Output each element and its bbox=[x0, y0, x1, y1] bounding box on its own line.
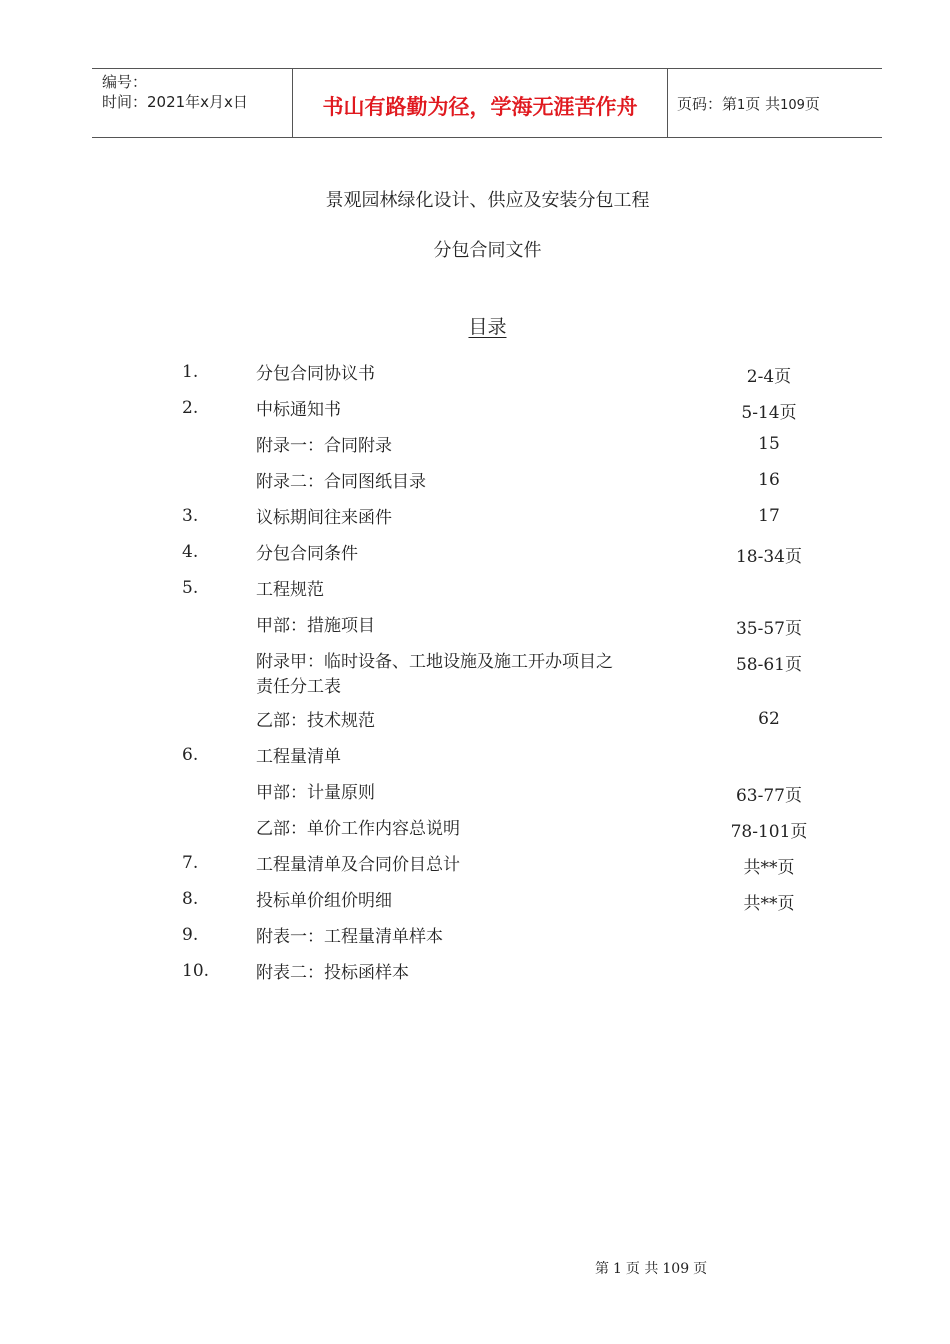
document-code-label: 编号： bbox=[102, 73, 148, 91]
document-subtitle: 分包合同文件 bbox=[433, 240, 542, 261]
toc-entry-page: 58-61页 bbox=[735, 655, 802, 675]
document-time-label: 时间：2021年x月x日 bbox=[102, 93, 248, 111]
toc-entry-number: 4. bbox=[182, 542, 199, 562]
toc-entry-text: 乙部：单价工作内容总说明 bbox=[256, 819, 460, 839]
toc-entry-text: 乙部：技术规范 bbox=[256, 711, 375, 731]
toc-entry-page: 2-4页 bbox=[746, 367, 792, 387]
toc-entry-number: 3. bbox=[182, 506, 199, 526]
toc-entry-page: 16 bbox=[758, 470, 780, 490]
header-page-info bbox=[677, 93, 820, 114]
footer-page-number: 1 bbox=[613, 1261, 622, 1277]
header-middle-cell bbox=[292, 69, 668, 137]
toc-entry-text: 工程规范 bbox=[256, 580, 324, 600]
page-header bbox=[92, 68, 882, 138]
header-page-label: 页码：第 bbox=[677, 95, 738, 113]
toc-entry-page: 18-34页 bbox=[735, 547, 802, 567]
toc-entry-text: 附录一：合同附录 bbox=[256, 436, 392, 456]
toc-entry-page: 35-57页 bbox=[735, 619, 802, 639]
page-footer bbox=[595, 1258, 711, 1278]
toc-entry-text: 附表二：投标函样本 bbox=[256, 963, 409, 983]
toc-heading bbox=[0, 312, 950, 339]
toc-entry-text: 甲部：计量原则 bbox=[256, 783, 375, 803]
toc-entry-text: 附表一：工程量清单样本 bbox=[256, 927, 443, 947]
footer-prefix: 第 bbox=[595, 1261, 609, 1277]
toc-entry-page: 62 bbox=[758, 709, 780, 729]
toc-entry-text: 议标期间往来函件 bbox=[256, 508, 392, 528]
header-motto: 书山有路勤为径，学海无涯苦作舟 bbox=[322, 95, 638, 119]
toc-entry-number: 2. bbox=[182, 398, 199, 418]
toc-entry-page: 共**页 bbox=[743, 894, 795, 914]
toc-entry-page: 15 bbox=[758, 434, 780, 454]
toc-entry-text: 附录二：合同图纸目录 bbox=[256, 472, 426, 492]
footer-suffix: 页 bbox=[693, 1261, 708, 1277]
toc-entry-number: 9. bbox=[182, 925, 199, 945]
toc-entry-number: 10. bbox=[182, 961, 210, 981]
header-page-mid: 页 共 bbox=[745, 95, 781, 113]
document-title: 景观园林绿化设计、供应及安装分包工程 bbox=[325, 190, 650, 211]
toc-entry-text: 分包合同协议书 bbox=[256, 364, 375, 384]
header-right-cell bbox=[667, 69, 882, 137]
toc-entry-number: 5. bbox=[182, 578, 199, 598]
toc-heading-text: 目录 bbox=[468, 316, 507, 338]
header-left-cell bbox=[92, 69, 292, 137]
toc-entry-page: 78-101页 bbox=[730, 822, 808, 842]
toc-entry-text: 分包合同条件 bbox=[256, 544, 358, 564]
toc-entry-number: 7. bbox=[182, 853, 199, 873]
toc-entry-number: 6. bbox=[182, 745, 199, 765]
toc-entry-page: 17 bbox=[758, 506, 780, 526]
toc-entry-number: 8. bbox=[182, 889, 199, 909]
header-page-total: 109 bbox=[780, 98, 805, 113]
toc-entry-text: 中标通知书 bbox=[256, 400, 341, 420]
toc-entry-text: 附录甲：临时设备、工地设施及施工开办项目之责任分工表 bbox=[256, 652, 613, 697]
footer-total-pages: 109 bbox=[662, 1261, 690, 1277]
toc-entry-page: 共**页 bbox=[743, 858, 795, 878]
toc-entry-text: 投标单价组价明细 bbox=[256, 891, 392, 911]
toc-entry-page: 63-77页 bbox=[735, 786, 802, 806]
header-page-end: 页 bbox=[804, 95, 820, 113]
toc-entry-text: 工程量清单 bbox=[256, 747, 341, 767]
toc-entry-text: 工程量清单及合同价目总计 bbox=[256, 855, 460, 875]
toc-entry-page: 5-14页 bbox=[741, 403, 797, 423]
toc-entry-text: 甲部：措施项目 bbox=[256, 616, 375, 636]
header-page-number: 1 bbox=[737, 98, 746, 113]
toc-entry-number: 1. bbox=[182, 362, 199, 382]
footer-mid: 页 共 bbox=[625, 1261, 659, 1277]
